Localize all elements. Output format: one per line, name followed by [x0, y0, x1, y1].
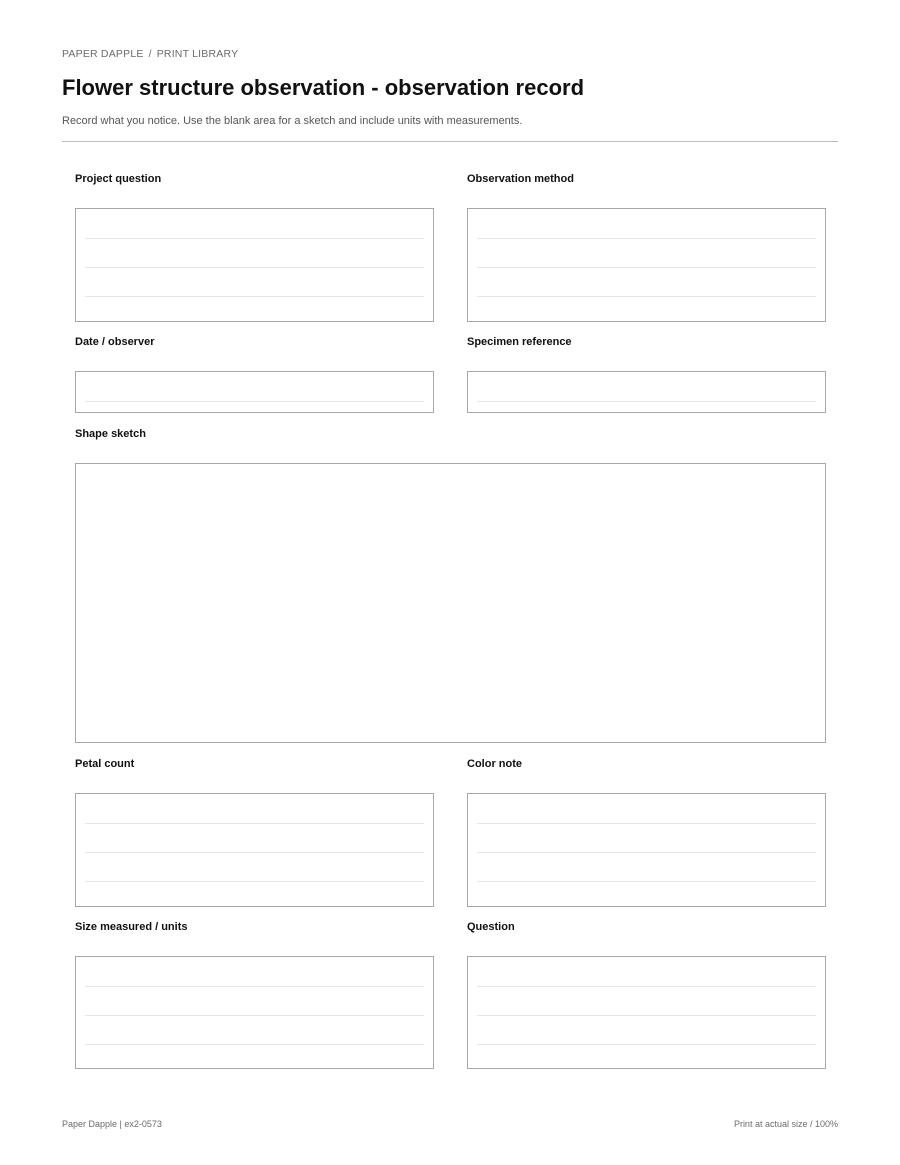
petal-count-label: Petal count	[75, 758, 135, 770]
question-label: Question	[467, 921, 515, 933]
writing-line	[85, 823, 424, 824]
shape-sketch-label: Shape sketch	[75, 428, 146, 440]
page-subtitle: Record what you notice. Use the blank area for a sketch and include units with measurements.	[62, 115, 523, 127]
writing-line	[477, 986, 816, 987]
project-question-field[interactable]	[75, 208, 434, 322]
color-note-field[interactable]	[467, 793, 826, 907]
writing-line	[477, 1044, 816, 1045]
writing-line	[477, 238, 816, 239]
observation-method-field[interactable]	[467, 208, 826, 322]
writing-line	[477, 823, 816, 824]
color-note-label: Color note	[467, 758, 522, 770]
observation-method-label: Observation method	[467, 173, 574, 185]
writing-line	[85, 986, 424, 987]
writing-line	[477, 881, 816, 882]
project-question-label: Project question	[75, 173, 162, 185]
writing-line	[477, 1015, 816, 1016]
footer-print-note: Print at actual size / 100%	[733, 1119, 838, 1129]
footer-document-id: Paper Dapple | ex2-0573	[62, 1119, 162, 1129]
question-field[interactable]	[467, 956, 826, 1069]
header-divider	[62, 141, 838, 142]
writing-line	[85, 881, 424, 882]
writing-line	[85, 1015, 424, 1016]
breadcrumb-item-library[interactable]: PRINT LIBRARY	[156, 48, 239, 60]
breadcrumb	[62, 48, 238, 60]
writing-line	[477, 267, 816, 268]
writing-line	[477, 852, 816, 853]
petal-count-field[interactable]	[75, 793, 434, 907]
writing-line	[85, 401, 424, 402]
date-observer-field[interactable]	[75, 371, 434, 413]
shape-sketch-area[interactable]	[75, 463, 826, 743]
size-measured-label: Size measured / units	[75, 921, 188, 933]
writing-line	[85, 267, 424, 268]
writing-line	[477, 401, 816, 402]
writing-line	[85, 296, 424, 297]
specimen-reference-field[interactable]	[467, 371, 826, 413]
page-title: Flower structure observation - observation record	[62, 75, 585, 100]
size-measured-field[interactable]	[75, 956, 434, 1069]
writing-line	[85, 238, 424, 239]
breadcrumb-item-brand[interactable]: PAPER DAPPLE	[62, 48, 144, 60]
date-observer-label: Date / observer	[75, 336, 155, 348]
writing-line	[477, 296, 816, 297]
writing-line	[85, 852, 424, 853]
writing-line	[85, 1044, 424, 1045]
breadcrumb-separator: /	[148, 48, 152, 60]
specimen-reference-label: Specimen reference	[467, 336, 572, 348]
